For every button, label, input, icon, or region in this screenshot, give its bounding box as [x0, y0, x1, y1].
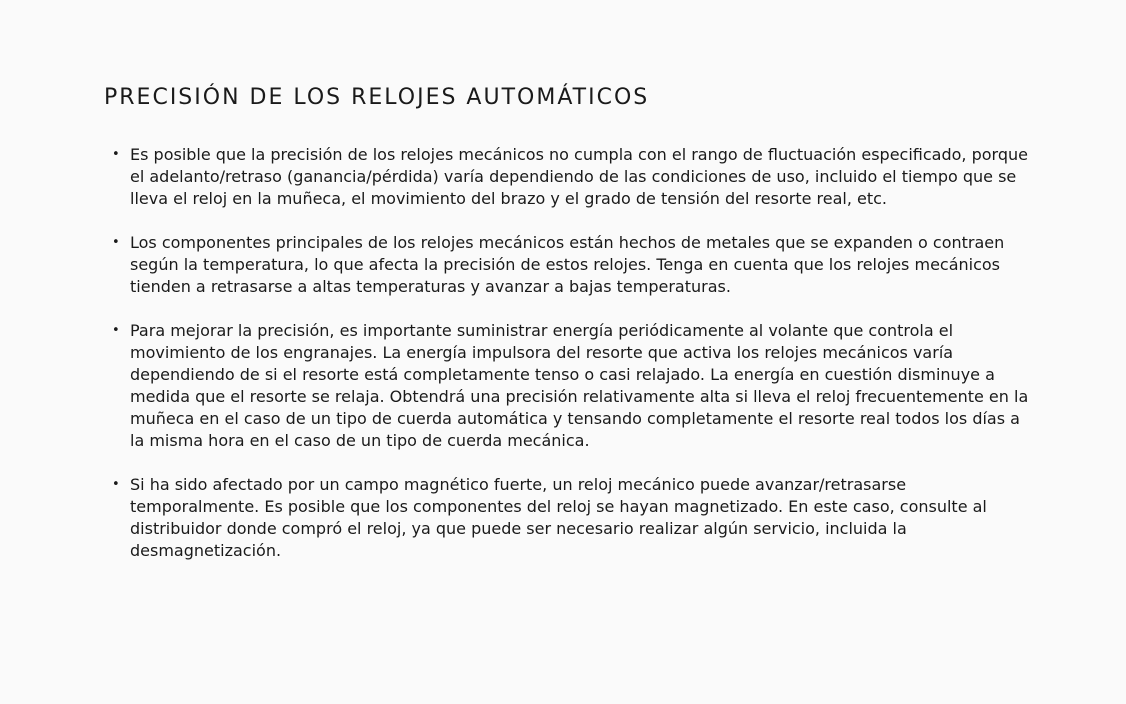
list-item — [104, 474, 1034, 562]
list-item — [104, 232, 1034, 298]
bullet-icon: • — [112, 235, 120, 250]
bullet-icon: • — [112, 477, 120, 492]
bullet-list — [104, 144, 1034, 562]
list-item-text: Si ha sido afectado por un campo magnético fuerte, un reloj mecánico puede avanzar/retrasarse temporalmente. Es posible que los componentes del reloj se hayan magnetizado. En este caso, consulte al distribuidor donde compró el reloj, ya que puede ser necesario realizar algún servicio, incluida la desmagnetización. — [130, 475, 987, 560]
list-item-text: Es posible que la precisión de los relojes mecánicos no cumpla con el rango de fluctuación especificado, porque el adelanto/retraso (ganancia/pérdida) varía dependiendo de las condiciones de uso, incluido el tiempo que se lleva el reloj en la muñeca, el movimiento del brazo y el grado de tensión del resorte real, etc. — [130, 145, 1028, 208]
bullet-icon: • — [112, 323, 120, 338]
list-item — [104, 320, 1034, 452]
content-section — [104, 84, 1034, 584]
list-item-text: Los componentes principales de los relojes mecánicos están hechos de metales que se expanden o contraen según la temperatura, lo que afecta la precisión de estos relojes. Tenga en cuenta que los relojes mecánicos tienden a retrasarse a altas temperaturas y avanzar a bajas temperaturas. — [130, 233, 1005, 296]
list-item — [104, 144, 1034, 210]
page-title: PRECISIÓN DE LOS RELOJES AUTOMÁTICOS — [104, 85, 650, 110]
list-item-text: Para mejorar la precisión, es importante suministrar energía periódicamente al volante que controla el movimiento de los engranajes. La energía impulsora del resorte que activa los relojes mecánicos varía dependiendo de si el resorte está completamente tenso o casi relajado. La energía en cuestión disminuye a medida que el resorte se relaja. Obtendrá una precisión relativamente alta si lleva el reloj frecuentemente en la muñeca en el caso de un tipo de cuerda automática y tensando completamente el resorte real todos los días a la misma hora en el caso de un tipo de cuerda mecánica. — [130, 321, 1029, 450]
bullet-icon: • — [112, 147, 120, 162]
